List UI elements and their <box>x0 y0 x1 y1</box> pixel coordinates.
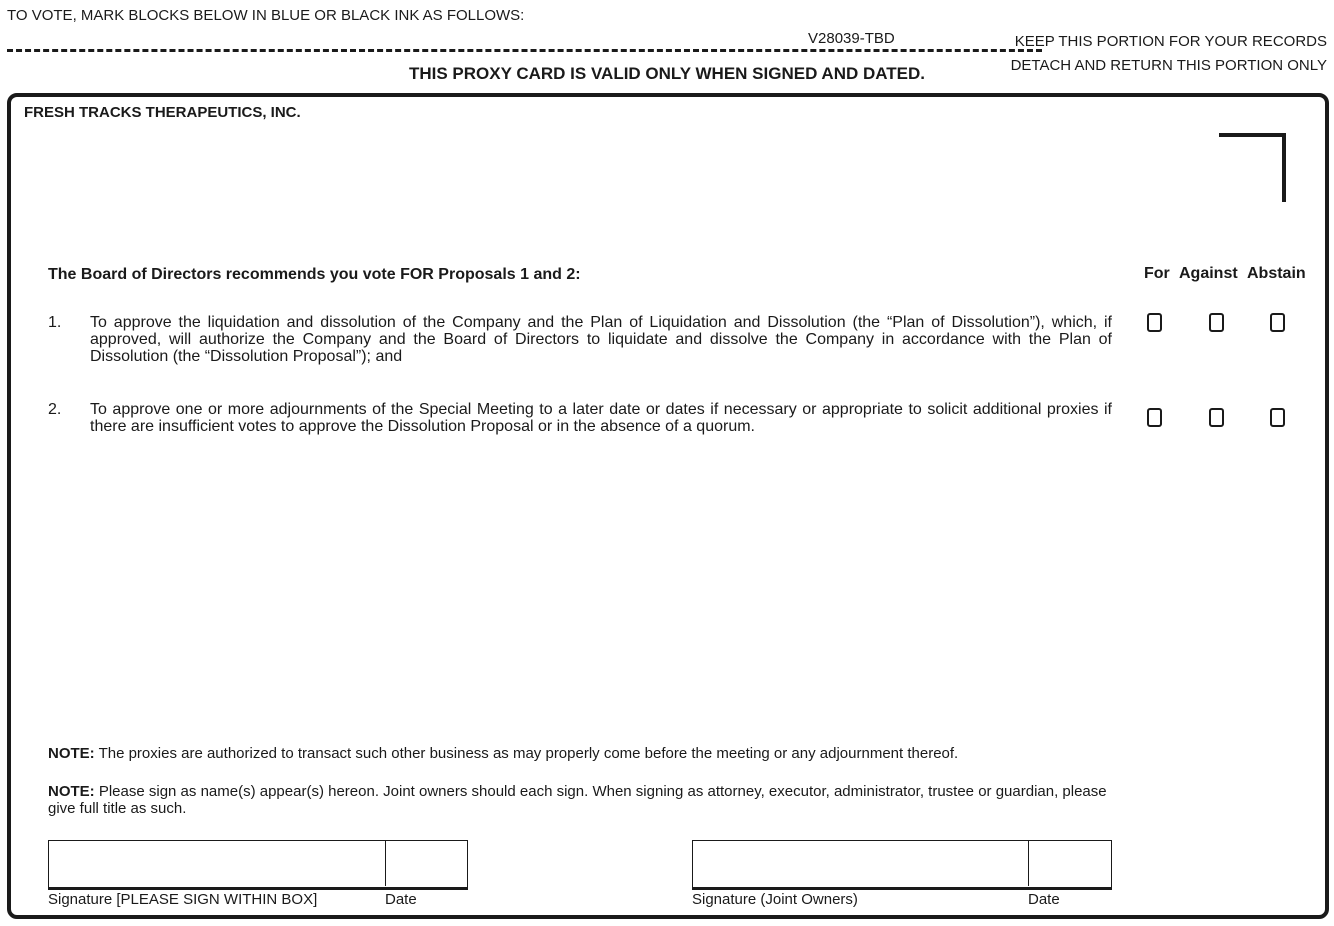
corner-mark <box>1219 133 1286 202</box>
proposal-2-against-checkbox[interactable] <box>1209 408 1224 427</box>
board-recommendation: The Board of Directors recommends you vote FOR Proposals 1 and 2: <box>48 266 581 283</box>
control-code: V28039-TBD <box>808 30 895 47</box>
proposal-1-text: To approve the liquidation and dissolution of the Company and the Plan of Liquidation and Dissolution (the “Plan of Dissolution”), which, if approved, will authorize the Company and the Board of Directors to liquidate and dissolve the Company in accordance with the Plan of Dissolution (the “Dissolution Proposal”); and <box>90 314 1112 365</box>
signature-date-label: Date <box>385 891 417 908</box>
proposal-1-abstain-checkbox[interactable] <box>1270 313 1285 332</box>
joint-signature-date-label: Date <box>1028 891 1060 908</box>
proposal-2-text: To approve one or more adjournments of the Special Meeting to a later date or dates if necessary or appropriate to solicit additional proxies if there are insufficient votes to approve the Dissolution Proposal or in the absence of a quorum. <box>90 401 1112 435</box>
proposal-2-number: 2. <box>48 401 62 418</box>
company-name: FRESH TRACKS THERAPEUTICS, INC. <box>24 104 301 121</box>
note-2-text: Please sign as name(s) appear(s) hereon. Joint owners should each sign. When signing as attorney, executor, administrator, trustee or guardian, please give full title as such. <box>48 783 1107 817</box>
detach-dashed-line <box>7 49 1042 52</box>
proposal-1-for-checkbox[interactable] <box>1147 313 1162 332</box>
proposal-2-for-checkbox[interactable] <box>1147 408 1162 427</box>
signature-box[interactable] <box>48 840 468 890</box>
note-2-label: NOTE: <box>48 783 95 800</box>
joint-signature-box[interactable] <box>692 840 1112 890</box>
signature-date-divider <box>385 840 386 886</box>
note-1-text: The proxies are authorized to transact such other business as may properly come before the meeting or any adjournment thereof. <box>98 745 959 762</box>
joint-signature-label: Signature (Joint Owners) <box>692 891 858 908</box>
column-for: For <box>1144 265 1170 282</box>
keep-portion-label: KEEP THIS PORTION FOR YOUR RECORDS <box>1014 33 1327 50</box>
joint-signature-date-divider <box>1028 840 1029 886</box>
proposal-2-abstain-checkbox[interactable] <box>1270 408 1285 427</box>
column-against: Against <box>1179 265 1238 282</box>
note-2 <box>48 783 1112 817</box>
signature-label: Signature [PLEASE SIGN WITHIN BOX] <box>48 891 318 908</box>
proposal-1-number: 1. <box>48 314 62 331</box>
note-1 <box>48 745 1112 762</box>
detach-portion-label: DETACH AND RETURN THIS PORTION ONLY <box>1010 57 1327 74</box>
proposal-1-against-checkbox[interactable] <box>1209 313 1224 332</box>
voting-instruction: TO VOTE, MARK BLOCKS BELOW IN BLUE OR BLACK INK AS FOLLOWS: <box>7 7 525 24</box>
column-abstain: Abstain <box>1247 265 1306 282</box>
note-1-label: NOTE: <box>48 745 95 762</box>
valid-notice: THIS PROXY CARD IS VALID ONLY WHEN SIGNED AND DATED. <box>408 64 926 83</box>
